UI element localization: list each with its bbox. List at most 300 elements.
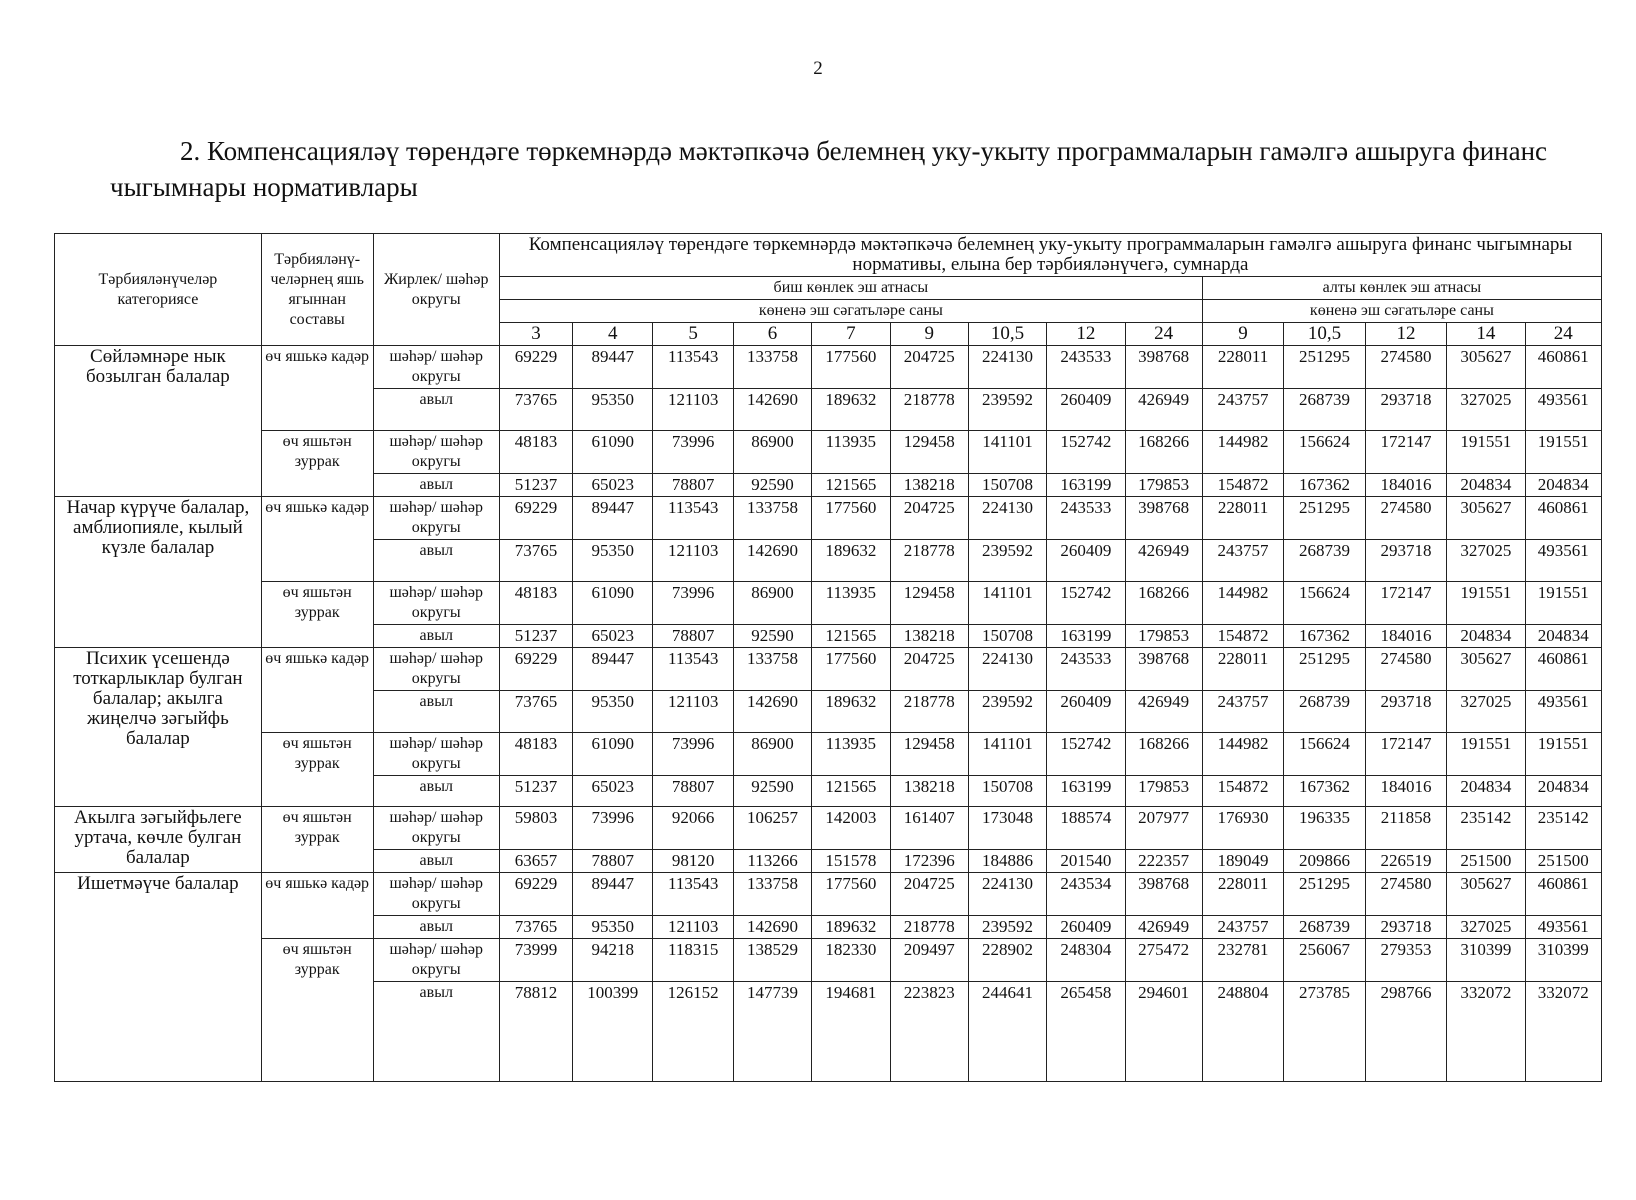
value-cell: 73996 [573,807,653,850]
value-cell: 65023 [573,625,653,648]
value-cell: 243757 [1202,389,1283,431]
value-cell: 48183 [499,431,572,474]
value-cell: 327025 [1447,540,1525,582]
value-cell: 133758 [733,497,811,540]
value-cell: 69229 [499,648,572,691]
value-cell: 150708 [968,625,1046,648]
value-cell: 235142 [1525,807,1601,850]
table-row [55,733,1602,776]
value-cell: 248804 [1202,982,1283,1082]
value-cell: 189049 [1202,850,1283,873]
value-cell: 211858 [1365,807,1446,850]
category-cell: Сөйләмнәре нык бозылган балалар [55,346,262,497]
value-cell: 182330 [812,939,890,982]
header-area: Жирлек/ шәһәр округы [373,234,499,346]
value-cell: 243533 [1047,346,1125,389]
value-cell: 167362 [1284,776,1365,807]
value-cell: 138218 [890,776,968,807]
value-cell: 274580 [1365,346,1446,389]
value-cell: 268739 [1284,540,1365,582]
header-week6: алты көнлек эш атнасы [1202,277,1601,300]
value-cell: 100399 [573,982,653,1082]
value-cell: 228011 [1202,648,1283,691]
value-cell: 65023 [573,776,653,807]
value-cell: 204834 [1447,776,1525,807]
value-cell: 243534 [1047,873,1125,916]
value-cell: 179853 [1125,776,1202,807]
value-cell: 310399 [1447,939,1525,982]
value-cell: 69229 [499,346,572,389]
value-cell: 65023 [573,474,653,497]
value-cell: 92066 [653,807,733,850]
header-hours-6day: 12 [1365,323,1446,346]
value-cell: 113935 [812,733,890,776]
value-cell: 133758 [733,873,811,916]
header-hours-6day: 9 [1202,323,1283,346]
value-cell: 98120 [653,850,733,873]
area-cell: шәһәр/ шәһәр округы [373,648,499,691]
value-cell: 224130 [968,497,1046,540]
header-hours5: көненә эш сәгатьләре саны [499,300,1202,323]
value-cell: 73765 [499,389,572,431]
value-cell: 228011 [1202,873,1283,916]
value-cell: 460861 [1525,648,1601,691]
value-cell: 73996 [653,582,733,625]
table-row [55,873,1602,916]
value-cell: 59803 [499,807,572,850]
value-cell: 298766 [1365,982,1446,1082]
value-cell: 168266 [1125,431,1202,474]
header-main: Компенсацияләү төрендәге төркемнәрдә мәктәпкәчә белемнең уку-укыту программаларын гамәлгә ашыруга финанс чыгымнары нормативы, елына бер тәрбияләнүчегә, сумнарда [499,234,1601,277]
value-cell: 176930 [1202,807,1283,850]
value-cell: 89447 [573,497,653,540]
value-cell: 191551 [1525,431,1601,474]
value-cell: 268739 [1284,389,1365,431]
area-cell: авыл [373,776,499,807]
header-hours-6day: 10,5 [1284,323,1365,346]
value-cell: 78807 [653,625,733,648]
value-cell: 163199 [1047,625,1125,648]
value-cell: 218778 [890,389,968,431]
value-cell: 232781 [1202,939,1283,982]
value-cell: 121565 [812,474,890,497]
value-cell: 78812 [499,982,572,1082]
value-cell: 168266 [1125,582,1202,625]
value-cell: 126152 [653,982,733,1082]
value-cell: 398768 [1125,873,1202,916]
value-cell: 184016 [1365,776,1446,807]
value-cell: 305627 [1447,873,1525,916]
value-cell: 332072 [1447,982,1525,1082]
area-cell: авыл [373,625,499,648]
value-cell: 204834 [1525,474,1601,497]
value-cell: 92590 [733,474,811,497]
value-cell: 154872 [1202,474,1283,497]
table-row [55,648,1602,691]
value-cell: 94218 [573,939,653,982]
age-group-cell: өч яшьтән зуррак [261,582,373,648]
value-cell: 167362 [1284,474,1365,497]
value-cell: 224130 [968,346,1046,389]
value-cell: 95350 [573,540,653,582]
value-cell: 426949 [1125,389,1202,431]
value-cell: 179853 [1125,625,1202,648]
age-group-cell: өч яшькә кадәр [261,648,373,733]
value-cell: 172147 [1365,733,1446,776]
value-cell: 133758 [733,346,811,389]
value-cell: 293718 [1365,389,1446,431]
value-cell: 243757 [1202,916,1283,939]
value-cell: 460861 [1525,346,1601,389]
value-cell: 239592 [968,540,1046,582]
value-cell: 251295 [1284,497,1365,540]
value-cell: 218778 [890,540,968,582]
area-cell: авыл [373,916,499,939]
header-hours-6day: 24 [1525,323,1601,346]
value-cell: 274580 [1365,497,1446,540]
value-cell: 106257 [733,807,811,850]
value-cell: 184016 [1365,625,1446,648]
value-cell: 95350 [573,389,653,431]
value-cell: 129458 [890,582,968,625]
value-cell: 179853 [1125,474,1202,497]
value-cell: 89447 [573,648,653,691]
area-cell: шәһәр/ шәһәр округы [373,582,499,625]
value-cell: 78807 [653,776,733,807]
page-number: 2 [813,58,823,79]
value-cell: 305627 [1447,648,1525,691]
value-cell: 144982 [1202,431,1283,474]
value-cell: 152742 [1047,431,1125,474]
value-cell: 113935 [812,431,890,474]
category-cell: Ишетмәүче балалар [55,873,262,1082]
value-cell: 63657 [499,850,572,873]
value-cell: 78807 [573,850,653,873]
value-cell: 184886 [968,850,1046,873]
value-cell: 305627 [1447,497,1525,540]
value-cell: 274580 [1365,873,1446,916]
value-cell: 398768 [1125,497,1202,540]
header-category: Тәрбияләнүчеләр категориясе [55,234,262,346]
value-cell: 86900 [733,733,811,776]
age-group-cell: өч яшькә кадәр [261,873,373,939]
value-cell: 327025 [1447,916,1525,939]
value-cell: 251295 [1284,346,1365,389]
header-hours-5day: 3 [499,323,572,346]
value-cell: 228902 [968,939,1046,982]
value-cell: 48183 [499,582,572,625]
value-cell: 426949 [1125,540,1202,582]
value-cell: 177560 [812,497,890,540]
value-cell: 113935 [812,582,890,625]
value-cell: 151578 [812,850,890,873]
value-cell: 244641 [968,982,1046,1082]
value-cell: 61090 [573,582,653,625]
value-cell: 222357 [1125,850,1202,873]
value-cell: 113543 [653,497,733,540]
value-cell: 51237 [499,625,572,648]
value-cell: 189632 [812,540,890,582]
value-cell: 144982 [1202,582,1283,625]
value-cell: 121565 [812,625,890,648]
value-cell: 218778 [890,916,968,939]
value-cell: 142690 [733,916,811,939]
value-cell: 156624 [1284,431,1365,474]
value-cell: 177560 [812,648,890,691]
value-cell: 268739 [1284,691,1365,733]
value-cell: 224130 [968,648,1046,691]
category-cell: Психик үсешендә тоткарлыклар булган балалар; акылга жиңелчә зәгыйфь балалар [55,648,262,807]
value-cell: 73765 [499,691,572,733]
value-cell: 268739 [1284,916,1365,939]
value-cell: 92590 [733,625,811,648]
value-cell: 204834 [1447,625,1525,648]
table-row [55,431,1602,474]
value-cell: 172147 [1365,582,1446,625]
table-row [55,497,1602,540]
area-cell: авыл [373,389,499,431]
value-cell: 191551 [1447,582,1525,625]
value-cell: 133758 [733,648,811,691]
value-cell: 51237 [499,776,572,807]
value-cell: 73999 [499,939,572,982]
value-cell: 191551 [1447,431,1525,474]
value-cell: 150708 [968,776,1046,807]
value-cell: 161407 [890,807,968,850]
value-cell: 172147 [1365,431,1446,474]
value-cell: 154872 [1202,776,1283,807]
value-cell: 138218 [890,474,968,497]
value-cell: 144982 [1202,733,1283,776]
value-cell: 204834 [1525,776,1601,807]
value-cell: 51237 [499,474,572,497]
value-cell: 129458 [890,733,968,776]
value-cell: 243533 [1047,497,1125,540]
value-cell: 152742 [1047,733,1125,776]
header-hours-5day: 9 [890,323,968,346]
value-cell: 177560 [812,873,890,916]
value-cell: 69229 [499,497,572,540]
value-cell: 204834 [1525,625,1601,648]
value-cell: 204725 [890,346,968,389]
area-cell: авыл [373,474,499,497]
value-cell: 78807 [653,474,733,497]
value-cell: 113543 [653,346,733,389]
value-cell: 224130 [968,873,1046,916]
value-cell: 228011 [1202,346,1283,389]
header-age: Тәрбияләнү-челәрнең яшь ягыннан составы [261,234,373,346]
value-cell: 305627 [1447,346,1525,389]
value-cell: 228011 [1202,497,1283,540]
value-cell: 256067 [1284,939,1365,982]
value-cell: 273785 [1284,982,1365,1082]
header-hours-5day: 5 [653,323,733,346]
value-cell: 147739 [733,982,811,1082]
age-group-cell: өч яшькә кадәр [261,346,373,431]
document-title: 2. Компенсацияләү төрендәге төркемнәрдә мәктәпкәчә белемнең уку-укыту программаларын гамәлгә ашыруга финанс чыгымнары нормативлары [110,136,1548,202]
value-cell: 243757 [1202,540,1283,582]
value-cell: 156624 [1284,582,1365,625]
value-cell: 113266 [733,850,811,873]
value-cell: 184016 [1365,474,1446,497]
header-hours-5day: 6 [733,323,811,346]
value-cell: 251295 [1284,873,1365,916]
value-cell: 260409 [1047,389,1125,431]
header-hours6: көненә эш сәгатьләре саны [1202,300,1601,323]
value-cell: 196335 [1284,807,1365,850]
area-cell: шәһәр/ шәһәр округы [373,431,499,474]
value-cell: 398768 [1125,346,1202,389]
value-cell: 189632 [812,916,890,939]
value-cell: 92590 [733,776,811,807]
header-hours-5day: 24 [1125,323,1202,346]
header-week5: биш көнлек эш атнасы [499,277,1202,300]
value-cell: 69229 [499,873,572,916]
value-cell: 152742 [1047,582,1125,625]
header-hours-5day: 12 [1047,323,1125,346]
value-cell: 239592 [968,916,1046,939]
value-cell: 260409 [1047,916,1125,939]
area-cell: авыл [373,691,499,733]
table-row [55,807,1602,850]
value-cell: 265458 [1047,982,1125,1082]
value-cell: 204725 [890,497,968,540]
value-cell: 279353 [1365,939,1446,982]
value-cell: 426949 [1125,691,1202,733]
value-cell: 398768 [1125,648,1202,691]
value-cell: 293718 [1365,691,1446,733]
value-cell: 138218 [890,625,968,648]
value-cell: 235142 [1447,807,1525,850]
value-cell: 460861 [1525,497,1601,540]
category-cell: Начар күрүче балалар, амблиопияле, кылый күзле балалар [55,497,262,648]
value-cell: 204725 [890,648,968,691]
value-cell: 142690 [733,691,811,733]
value-cell: 156624 [1284,733,1365,776]
value-cell: 121565 [812,776,890,807]
value-cell: 95350 [573,691,653,733]
table-row [55,582,1602,625]
value-cell: 142003 [812,807,890,850]
value-cell: 460861 [1525,873,1601,916]
value-cell: 204725 [890,873,968,916]
area-cell: авыл [373,850,499,873]
area-cell: шәһәр/ шәһәр округы [373,497,499,540]
value-cell: 189632 [812,389,890,431]
value-cell: 95350 [573,916,653,939]
value-cell: 163199 [1047,474,1125,497]
value-cell: 243757 [1202,691,1283,733]
value-cell: 218778 [890,691,968,733]
value-cell: 251500 [1447,850,1525,873]
value-cell: 260409 [1047,691,1125,733]
value-cell: 121103 [653,691,733,733]
value-cell: 493561 [1525,916,1601,939]
area-cell: шәһәр/ шәһәр округы [373,939,499,982]
value-cell: 239592 [968,691,1046,733]
value-cell: 113543 [653,873,733,916]
value-cell: 226519 [1365,850,1446,873]
value-cell: 121103 [653,540,733,582]
value-cell: 177560 [812,346,890,389]
value-cell: 493561 [1525,389,1601,431]
value-cell: 113543 [653,648,733,691]
value-cell: 118315 [653,939,733,982]
value-cell: 173048 [968,807,1046,850]
value-cell: 154872 [1202,625,1283,648]
header-hours-5day: 7 [812,323,890,346]
header-hours-5day: 4 [573,323,653,346]
value-cell: 191551 [1447,733,1525,776]
value-cell: 239592 [968,389,1046,431]
value-cell: 191551 [1525,582,1601,625]
area-cell: шәһәр/ шәһәр округы [373,346,499,389]
value-cell: 194681 [812,982,890,1082]
value-cell: 188574 [1047,807,1125,850]
value-cell: 426949 [1125,916,1202,939]
header-row-1 [55,234,1602,277]
value-cell: 141101 [968,431,1046,474]
value-cell: 493561 [1525,540,1601,582]
value-cell: 248304 [1047,939,1125,982]
age-group-cell: өч яшьтән зуррак [261,807,373,873]
value-cell: 73765 [499,916,572,939]
value-cell: 73765 [499,540,572,582]
area-cell: шәһәр/ шәһәр округы [373,873,499,916]
normatives-table [54,233,1602,1082]
area-cell: шәһәр/ шәһәр округы [373,807,499,850]
value-cell: 86900 [733,582,811,625]
age-group-cell: өч яшьтән зуррак [261,939,373,1082]
age-group-cell: өч яшьтән зуррак [261,431,373,497]
value-cell: 294601 [1125,982,1202,1082]
value-cell: 207977 [1125,807,1202,850]
value-cell: 73996 [653,431,733,474]
value-cell: 141101 [968,582,1046,625]
value-cell: 167362 [1284,625,1365,648]
value-cell: 150708 [968,474,1046,497]
value-cell: 48183 [499,733,572,776]
table-row [55,939,1602,982]
value-cell: 163199 [1047,776,1125,807]
value-cell: 129458 [890,431,968,474]
value-cell: 204834 [1447,474,1525,497]
value-cell: 251295 [1284,648,1365,691]
value-cell: 86900 [733,431,811,474]
value-cell: 89447 [573,873,653,916]
value-cell: 327025 [1447,691,1525,733]
header-hours-5day: 10,5 [968,323,1046,346]
category-cell: Акылга зәгыйфьлеге уртача, көчле булган балалар [55,807,262,873]
value-cell: 251500 [1525,850,1601,873]
age-group-cell: өч яшьтән зуррак [261,733,373,807]
table-row [55,346,1602,389]
area-cell: авыл [373,540,499,582]
value-cell: 209866 [1284,850,1365,873]
value-cell: 243533 [1047,648,1125,691]
value-cell: 189632 [812,691,890,733]
value-cell: 293718 [1365,540,1446,582]
age-group-cell: өч яшькә кадәр [261,497,373,582]
value-cell: 327025 [1447,389,1525,431]
value-cell: 172396 [890,850,968,873]
value-cell: 141101 [968,733,1046,776]
value-cell: 61090 [573,733,653,776]
value-cell: 260409 [1047,540,1125,582]
value-cell: 223823 [890,982,968,1082]
value-cell: 275472 [1125,939,1202,982]
value-cell: 310399 [1525,939,1601,982]
